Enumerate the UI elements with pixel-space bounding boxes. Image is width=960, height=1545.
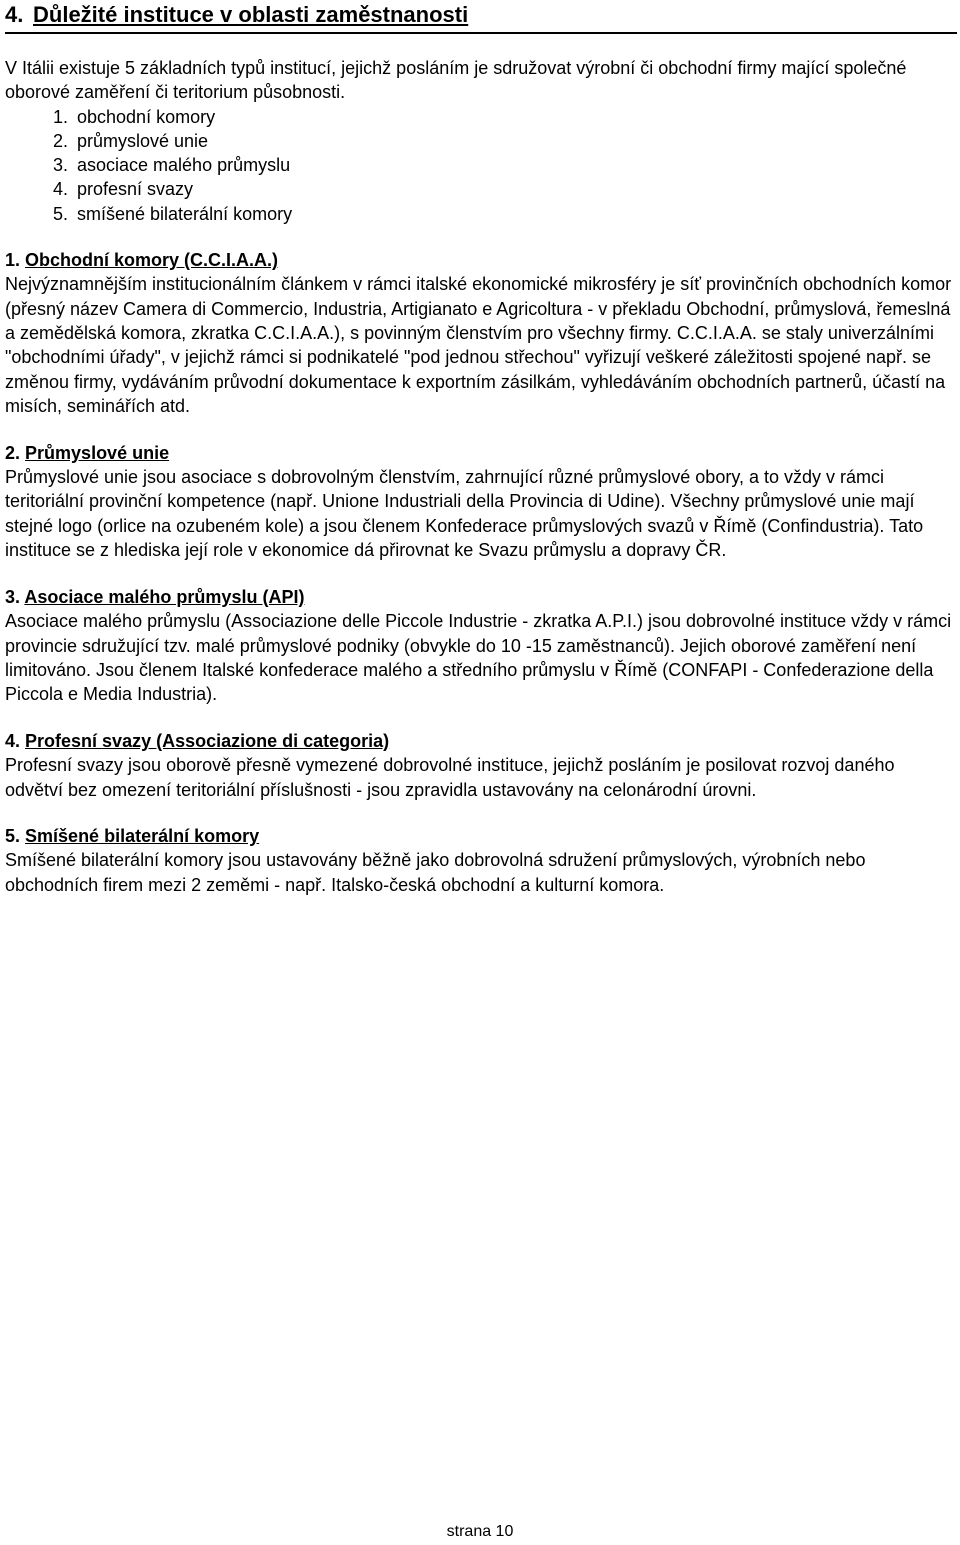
section-title (5, 441, 957, 465)
page-number: strana 10 (446, 1523, 514, 1540)
chapter-heading (5, 2, 957, 34)
section-smisene-komory (5, 824, 957, 897)
list-item-label: obchodní komory (77, 106, 216, 127)
document-page (5, 0, 957, 897)
section-title (5, 248, 957, 272)
section-number: 1. (5, 249, 21, 270)
section-title (5, 585, 957, 609)
list-item (53, 129, 957, 153)
section-title-text: Asociace malého průmyslu (API) (24, 586, 305, 607)
page-footer (0, 1523, 960, 1541)
chapter-title: Důležité instituce v oblasti zaměstnanosti (33, 2, 469, 27)
section-body: Asociace malého průmyslu (Associazione delle Piccole Industrie - zkratka A.P.I.) jsou dobrovolné instituce vždy v rámci provincie sdružující tzv. malé průmyslové podniky (obvykle do 10 -15 zaměstnanců). Jejich oborové zaměření není limitováno. Jsou členem Italské konfederace malého a středního průmyslu v Římě (CONFAPI - Confederazione della Piccola e Media Industria). (5, 611, 952, 705)
section-title (5, 824, 957, 848)
list-item-number: 2. (53, 131, 69, 152)
chapter-number: 4. (5, 2, 24, 27)
list-item-number: 5. (53, 203, 69, 224)
list-item-number: 4. (53, 179, 69, 200)
list-item-label: smíšené bilaterální komory (77, 203, 293, 224)
list-item (53, 153, 957, 177)
list-item (53, 202, 957, 226)
list-item-label: profesní svazy (77, 179, 194, 200)
section-obchodni-komory (5, 248, 957, 419)
section-title-text: Obchodní komory (C.C.I.A.A.) (25, 249, 279, 270)
institution-types-list (53, 105, 957, 226)
section-body: Profesní svazy jsou oborově přesně vymezené dobrovolné instituce, jejichž posláním je posilovat rozvoj daného odvětví bez omezení teritoriální příslušnosti - jsou zpravidla ustavovány na celonárodní úrovni. (5, 755, 895, 800)
list-item-number: 3. (53, 155, 69, 176)
section-title-text: Profesní svazy (Associazione di categoria) (25, 730, 390, 751)
list-item-label: asociace malého průmyslu (77, 155, 291, 176)
section-title-text: Průmyslové unie (25, 442, 170, 463)
section-profesni-svazy (5, 729, 957, 802)
section-title-text: Smíšené bilaterální komory (25, 825, 260, 846)
section-number: 4. (5, 730, 21, 751)
section-number: 5. (5, 825, 21, 846)
list-item-number: 1. (53, 106, 69, 127)
section-body: Průmyslové unie jsou asociace s dobrovolným členstvím, zahrnující různé průmyslové obory, a to vždy v rámci teritoriální provinční kompetence (např. Unione Industriali della Provincia di Udine). Všechny průmyslové unie mají stejné logo (orlice na ozubeném kole) a jsou členem Konfederace průmyslových svazů v Římě (Confindustria). Tato instituce se z hlediska její role v ekonomice dá přirovnat ke Svazu průmyslu a dopravy ČR. (5, 467, 924, 561)
intro-paragraph: V Itálii existuje 5 základních typů institucí, jejichž posláním je sdružovat výrobní či obchodní firmy mající společné oborové zaměření či teritorium působnosti. (5, 58, 907, 103)
list-item-label: průmyslové unie (77, 131, 209, 152)
section-number: 2. (5, 442, 21, 463)
section-body: Nejvýznamnějším institucionálním článkem v rámci italské ekonomické mikrosféry je síť provinčních obchodních komor (přesný název Camera di Commercio, Industria, Artigianato e Agricoltura - v překladu Obchodní, průmyslová, řemeslná a zemědělská komora, zkratka C.C.I.A.A.), s povinným členstvím pro všechny firmy. C.C.I.A.A. se staly univerzálními "obchodními úřady", v jejichž rámci si podnikatelé "pod jednou střechou" vyřizují veškeré záležitosti spojené např. se změnou firmy, vydáváním průvodní dokumentace k exportním zásilkám, vyhledáváním obchodních partnerů, účastí na misích, seminářích atd. (5, 274, 952, 417)
list-item (53, 105, 957, 129)
list-item (53, 177, 957, 201)
section-asociace-maleho-prumyslu (5, 585, 957, 707)
section-body: Smíšené bilaterální komory jsou ustavovány běžně jako dobrovolná sdružení průmyslových, výrobních nebo obchodních firem mezi 2 zeměmi - např. Italsko-česká obchodní a kulturní komora. (5, 850, 866, 895)
section-title (5, 729, 957, 753)
section-number: 3. (5, 586, 21, 607)
section-prumyslove-unie (5, 441, 957, 563)
